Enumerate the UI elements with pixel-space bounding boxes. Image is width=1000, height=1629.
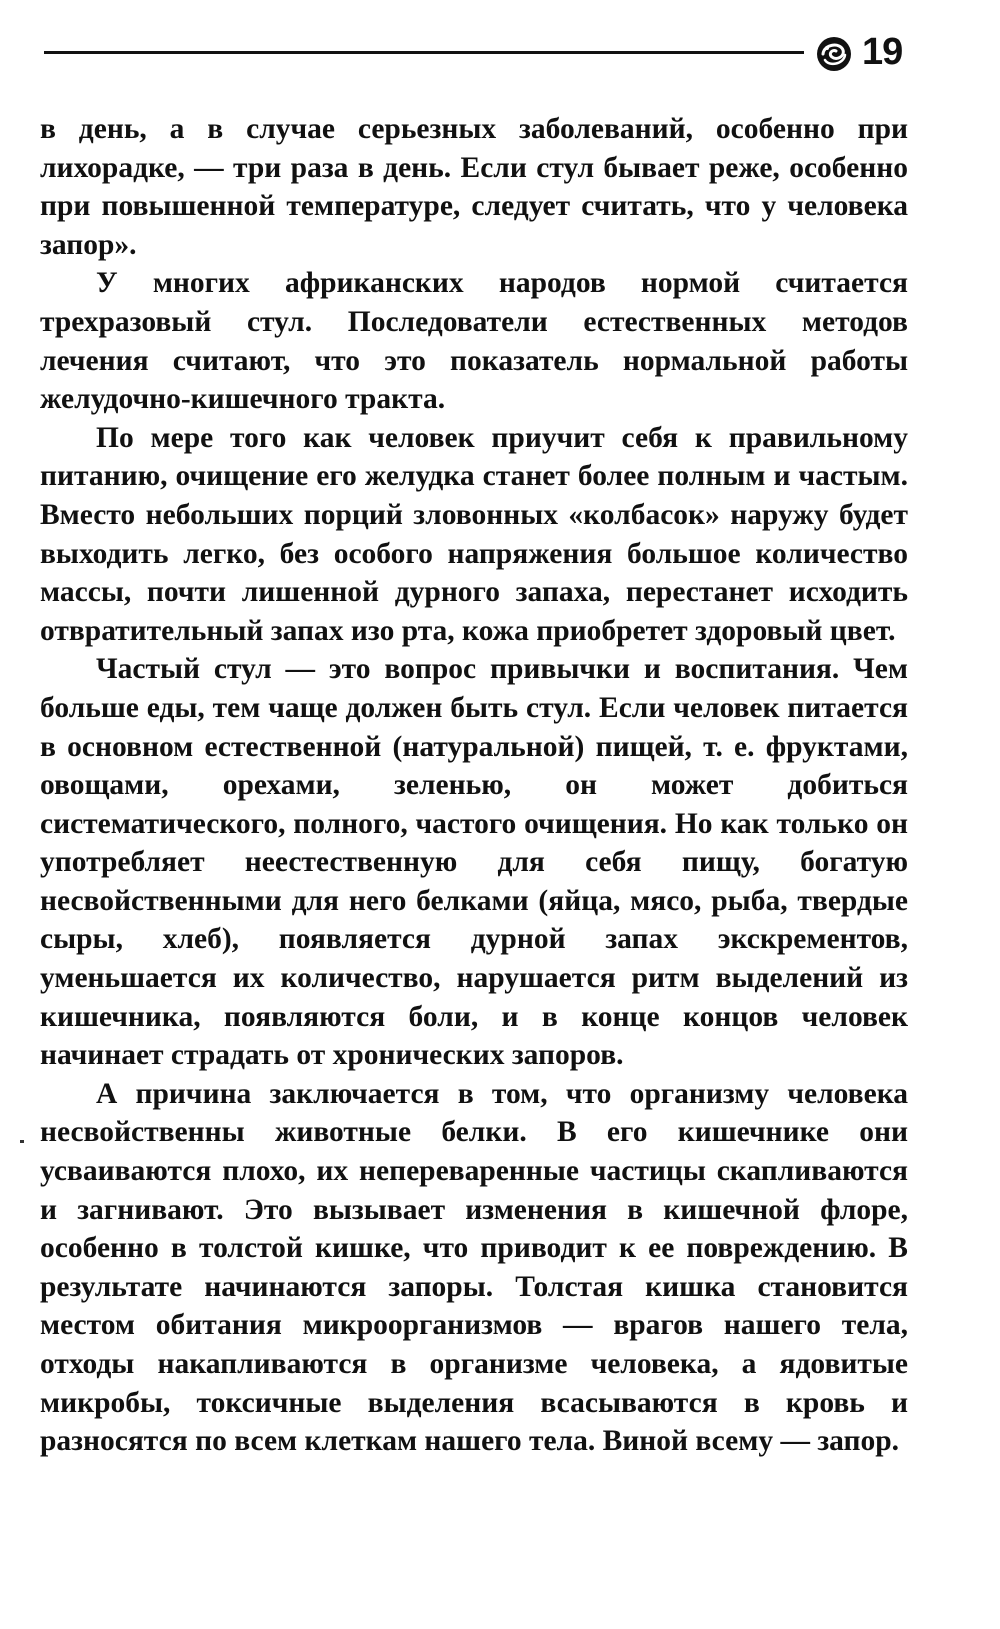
swirl-ornament-icon bbox=[814, 34, 854, 74]
paragraph: А причина заключается в том, что организму человека несвойственны животные белки. В его кишечнике они усваиваются плохо, их непереваренные частицы скапливаются и загнивают. Это вызывает изменения в кишечной флоре, особенно в толстой кишке, что приводит к ее повреждению. В результате начинаются запоры. Толстая кишка становится местом обитания микроорганизмов — врагов нашего тела, отходы накапливаются в организме человека, а ядовитые микробы, токсичные выделения всасываются в кровь и разносятся по всем клеткам нашего тела. Виной всему — запор. bbox=[40, 1077, 908, 1458]
stray-print-mark bbox=[20, 1140, 24, 1143]
paragraph: У многих африканских народов нормой считается трехразовый стул. Последователи естественных методов лечения считают, что это показатель нормальной работы желудочно-кишечного тракта. bbox=[40, 267, 908, 416]
body-text bbox=[40, 110, 908, 1461]
running-header bbox=[44, 28, 908, 78]
page-number: 19 bbox=[862, 31, 903, 73]
paragraph: Частый стул — это вопрос привычки и воспитания. Чем больше еды, тем чаще должен быть стул. Если человек питается в основном естественной (натуральной) пищей, т. е. фруктами, овощами, орехами, зеленью, он может добиться систематического, полного, частого очищения. Но как только он употребляет неестественную для себя пищу, богатую несвойственными для него белками (яйца, мясо, рыба, твердые сыры, хлеб), появляется дурной запах экскрементов, уменьшается их количество, нарушается ритм выделений из кишечника, появляются боли, и в конце концов человек начинает страдать от хронических запоров. bbox=[40, 653, 908, 1072]
paragraph: в день, а в случае серьезных заболеваний, особенно при лихорадке, — три раза в день. Если стул бывает реже, особенно при повышенной температуре, следует считать, что у человека запор». bbox=[40, 113, 908, 261]
header-rule bbox=[44, 51, 804, 54]
paragraph: По мере того как человек приучит себя к правильному питанию, очищение его желудка станет более полным и частым. Вместо небольших порций зловонных «колбасок» наружу будет выходить легко, без особого напряжения большое количество массы, почти лишенной дурного запаха, перестанет исходить отвратительный запах изо рта, кожа приобретет здоровый цвет. bbox=[40, 421, 908, 647]
